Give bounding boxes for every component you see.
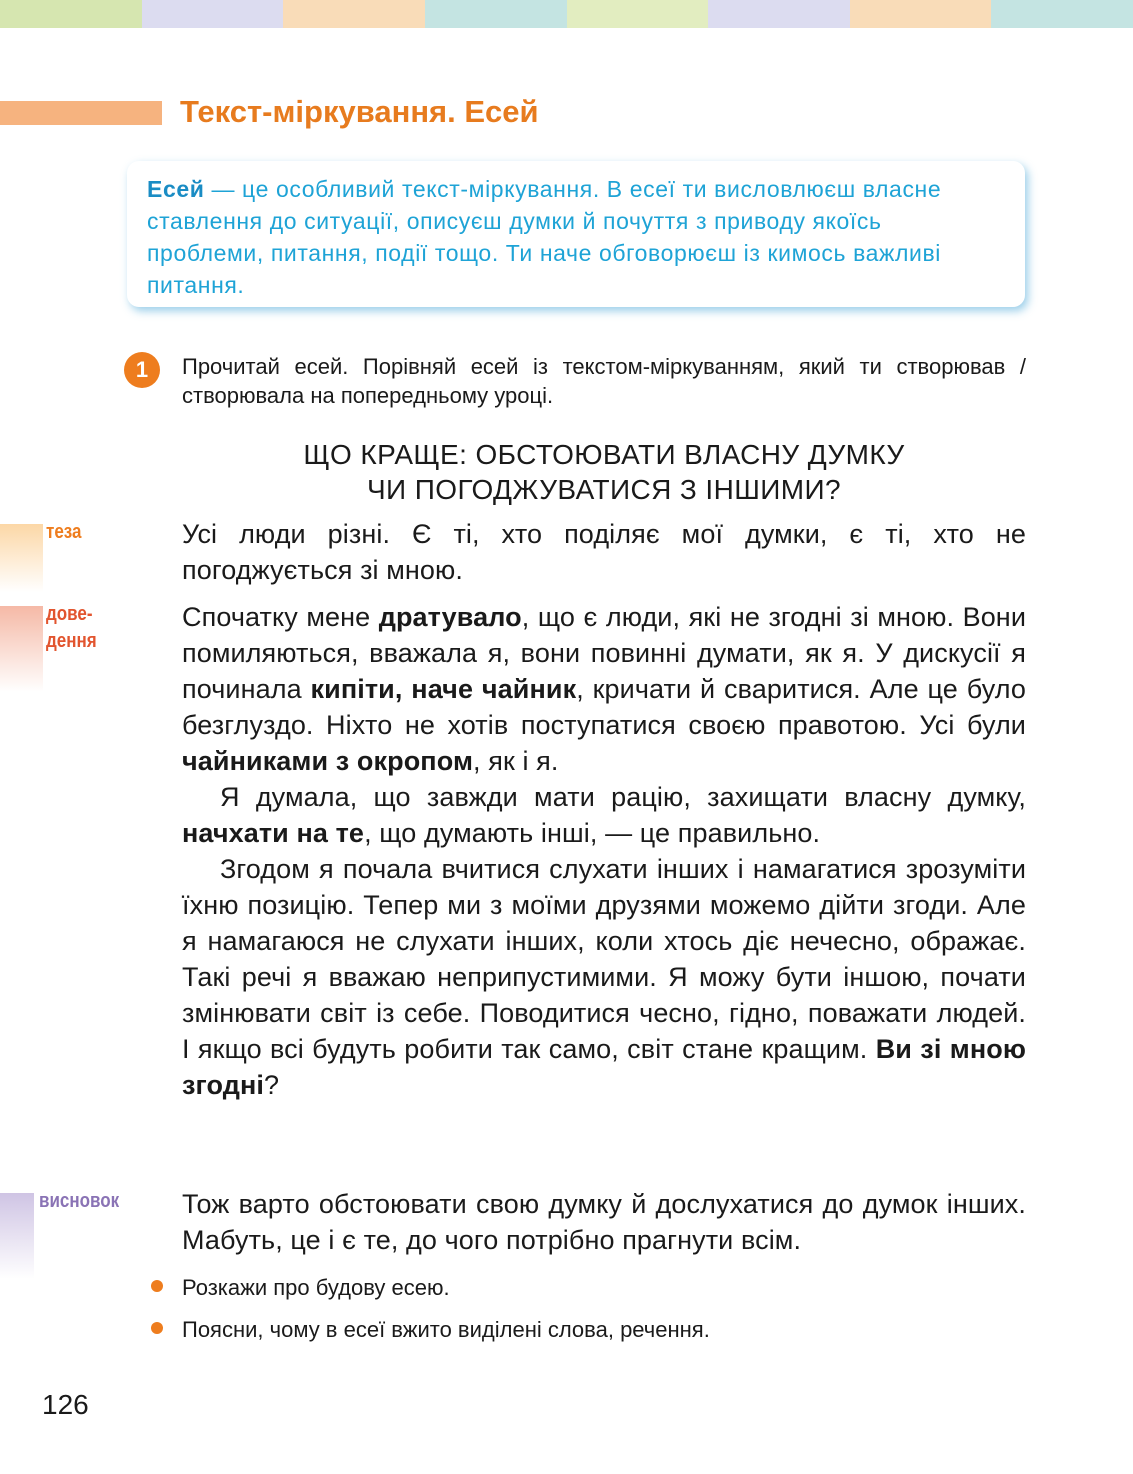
proof-paragraph-2 [182, 779, 1026, 851]
highlighted-phrase: чайниками з окропом [182, 746, 474, 776]
stripe [567, 0, 709, 28]
stripe [991, 0, 1133, 28]
highlighted-phrase: кипіти, наче чайник [310, 674, 577, 704]
proof-paragraph-3 [182, 851, 1026, 1103]
highlighted-phrase: начхати на те [182, 818, 365, 848]
bullet-dot-icon [151, 1322, 163, 1334]
definition-box [127, 161, 1025, 307]
stripe [283, 0, 425, 28]
text-run: Згодом я почала вчитися слухати інших і намагатися зрозуміти їхню позицію. Тепер ми з моїми друзями можемо дійти згоди. Але я намагаюся не слухати інших, коли хтось діє нечесно, ображає. Такі речі я вважаю неприпустимими. Я можу бути іншою, почати змінювати світ із себе. Поводитися чесно, гідно, поважати людей. І якщо всі будуть робити так само, світ стане кращим. [182, 854, 1026, 1064]
essay-title-line-1: ЩО КРАЩЕ: ОБСТОЮВАТИ ВЛАСНУ ДУМКУ [303, 439, 905, 470]
bullet-dot-icon [151, 1280, 163, 1292]
stripe [0, 0, 142, 28]
proof-label-line-1: дове- [46, 603, 93, 625]
thesis-marker-bar [0, 524, 43, 592]
text-run: Спочатку мене [182, 602, 379, 632]
task-number-badge: 1 [124, 352, 160, 388]
conclusion-marker-bar [0, 1193, 34, 1279]
text-run: Я думала, що завжди мати рацію, захищати власну думку, [220, 782, 1026, 812]
thesis-label: теза [46, 521, 82, 543]
stripe [142, 0, 284, 28]
proof-marker-bar [0, 606, 43, 692]
highlighted-word: дратувало [378, 602, 522, 632]
text-run: , як і я. [473, 746, 559, 776]
text-run: , що думають інші, — це правильно. [364, 818, 821, 848]
thesis-paragraph: Усі люди різні. Є ті, хто поділяє мої думки, є ті, хто не погоджується зі мною. [182, 519, 1026, 585]
conclusion-paragraph: Тож варто обстоювати свою думку й дослухатися до думок інших. Мабуть, це і є те, до чого потрібно прагнути всім. [182, 1189, 1026, 1255]
bullet-item-2: Поясни, чому в есеї вжито виділені слова, речення. [182, 1317, 710, 1342]
top-color-stripes [0, 0, 1133, 28]
page-number: 126 [42, 1389, 89, 1420]
page-title: Текст-міркування. Есей [180, 94, 539, 129]
definition-term: Есей [147, 176, 205, 202]
text-run: , кричати й сваритися. Але це було безглуздо. Ніхто не хотів поступатися своєю правотою. Усі були [182, 674, 1026, 740]
conclusion-label: висновок [39, 1190, 120, 1212]
text-run: ? [264, 1070, 280, 1100]
essay-title-line-2: ЧИ ПОГОДЖУВАТИСЯ З ІНШИМИ? [366, 474, 842, 505]
definition-text: — це особливий текст-міркування. В есеї ти висловлюєш власне ставлення до ситуації, описуєш думки й почуття з приводу якоїсь проблеми, питання, події тощо. Ти наче обговорюєш із кимось важливі питання. [147, 176, 942, 298]
proof-paragraphs [182, 599, 1026, 1103]
stripe [425, 0, 567, 28]
proof-label-line-2: дення [46, 630, 97, 652]
title-accent-bar [0, 101, 162, 125]
bullet-item-1: Розкажи про будову есею. [182, 1275, 450, 1300]
highlighted-sentence: Ви зі мною згодні [182, 1034, 1026, 1100]
stripe [850, 0, 992, 28]
proof-paragraph-1 [182, 599, 1026, 779]
stripe [708, 0, 850, 28]
task-instruction: Прочитай есей. Порівняй есей із текстом-міркуванням, який ти створював / створювала на попередньому уроці. [182, 354, 1026, 408]
text-run: , що є люди, які не згодні зі мною. Вони помиляються, вважала я, вони повинні думати, як я. У дискусії я починала [182, 602, 1026, 704]
essay-title [182, 437, 1026, 507]
